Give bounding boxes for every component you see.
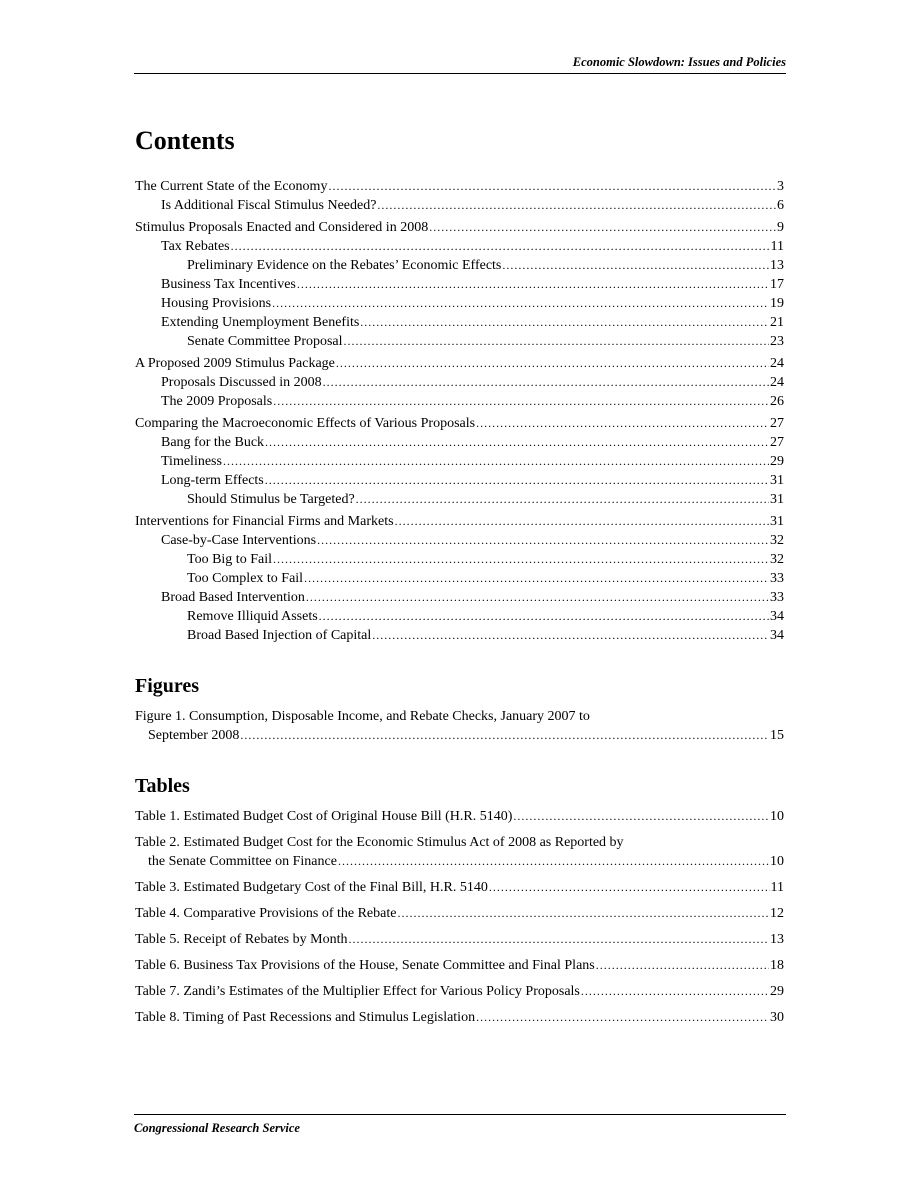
figures-section	[135, 673, 784, 745]
contents-list	[135, 177, 784, 645]
footer-publisher: Congressional Research Service	[134, 1121, 300, 1135]
toc-entry[interactable]: Tax Rebates ..... 11	[135, 237, 784, 256]
table-entry[interactable]: Table 1. Estimated Budget Cost of Original House Bill (H.R. 5140) ..... 10	[135, 807, 784, 826]
contents-heading: Contents	[135, 126, 235, 155]
toc-entry[interactable]: Long-term Effects ..... 31	[135, 471, 784, 490]
table-entry[interactable]: Table 8. Timing of Past Recessions and Stimulus Legislation ..... 30	[135, 1008, 784, 1027]
toc-entry[interactable]: Housing Provisions ..... 19	[135, 294, 784, 313]
toc-entry[interactable]: Business Tax Incentives ..... 17	[135, 275, 784, 294]
toc-entry[interactable]: Remove Illiquid Assets ..... 34	[135, 607, 784, 626]
toc-entry[interactable]: Senate Committee Proposal ..... 23	[135, 332, 784, 351]
toc-entry[interactable]: Case-by-Case Interventions ..... 32	[135, 531, 784, 550]
tables-section	[135, 773, 784, 1027]
footer-rule	[134, 1114, 786, 1115]
contents-page	[135, 124, 784, 1034]
tables-heading: Tables	[135, 775, 190, 797]
toc-entry[interactable]: Too Complex to Fail ..... 33	[135, 569, 784, 588]
figures-list	[135, 707, 784, 745]
toc-entry[interactable]: The Current State of the Economy ..... 3	[135, 177, 784, 196]
table-entry[interactable]: Table 6. Business Tax Provisions of the House, Senate Committee and Final Plans ..... 18	[135, 956, 784, 975]
table-entry[interactable]: Table 7. Zandi’s Estimates of the Multiplier Effect for Various Policy Proposals ..... 29	[135, 982, 784, 1001]
toc-entry[interactable]: Too Big to Fail ..... 32	[135, 550, 784, 569]
toc-entry[interactable]: Should Stimulus be Targeted? ..... 31	[135, 490, 784, 509]
toc-entry[interactable]: The 2009 Proposals ..... 26	[135, 392, 784, 411]
table-entry[interactable]: Table 5. Receipt of Rebates by Month ..... 13	[135, 930, 784, 949]
table-entry[interactable]: Table 3. Estimated Budgetary Cost of the Final Bill, H.R. 5140 ..... 11	[135, 878, 784, 897]
running-header: Economic Slowdown: Issues and Policies	[134, 55, 786, 74]
toc-entry[interactable]: Bang for the Buck ..... 27	[135, 433, 784, 452]
toc-entry[interactable]: Comparing the Macroeconomic Effects of Various Proposals ..... 27	[135, 414, 784, 433]
toc-entry[interactable]: Proposals Discussed in 2008 ..... 24	[135, 373, 784, 392]
toc-entry[interactable]: A Proposed 2009 Stimulus Package ..... 24	[135, 354, 784, 373]
toc-entry[interactable]: Interventions for Financial Firms and Markets ..... 31	[135, 512, 784, 531]
tables-list	[135, 807, 784, 1027]
toc-entry[interactable]: Is Additional Fiscal Stimulus Needed? ..... 6	[135, 196, 784, 215]
table-entry[interactable]: Table 4. Comparative Provisions of the Rebate ..... 12	[135, 904, 784, 923]
toc-entry[interactable]: Broad Based Intervention ..... 33	[135, 588, 784, 607]
toc-entry[interactable]: Stimulus Proposals Enacted and Considered in 2008 ..... 9	[135, 218, 784, 237]
toc-entry[interactable]: Preliminary Evidence on the Rebates’ Economic Effects ..... 13	[135, 256, 784, 275]
figures-heading: Figures	[135, 675, 200, 697]
toc-entry[interactable]: Broad Based Injection of Capital ..... 34	[135, 626, 784, 645]
toc-entry[interactable]: Extending Unemployment Benefits ..... 21	[135, 313, 784, 332]
figure-entry[interactable]: Figure 1. Consumption, Disposable Income, and Rebate Checks, January 2007 to September 2008 ..... 15	[135, 707, 784, 745]
table-entry[interactable]: Table 2. Estimated Budget Cost for the Economic Stimulus Act of 2008 as Reported by the Senate Committee on Finance ..... 10	[135, 833, 784, 871]
toc-entry[interactable]: Timeliness ..... 29	[135, 452, 784, 471]
